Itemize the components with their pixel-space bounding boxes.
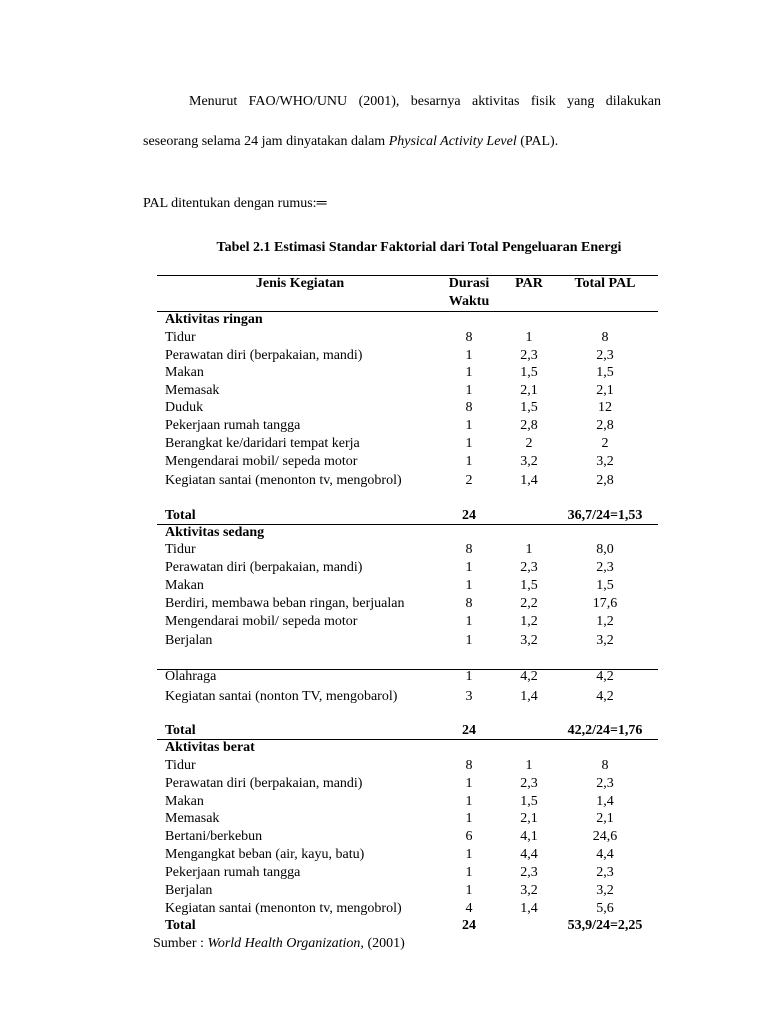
par-cell: 1,5: [520, 400, 538, 415]
total-pal-cell: 1,5: [596, 578, 614, 593]
activity-cell: Kegiatan santai (menonton tv, mengobrol): [165, 473, 402, 488]
intro-paragraph: [143, 93, 661, 111]
par-cell: 1,5: [520, 794, 538, 809]
duration-cell: 1: [465, 348, 473, 363]
total-pal-cell: 2,8: [596, 418, 614, 433]
par-cell: 2,2: [520, 596, 538, 611]
activity-cell: Memasak: [165, 811, 220, 826]
section-title: Aktivitas sedang: [165, 525, 265, 540]
duration-cell: 1: [465, 847, 473, 862]
activity-cell: Berjalan: [165, 633, 213, 648]
activity-cell: Berangkat ke/daridari tempat kerja: [165, 436, 360, 451]
activity-cell: Memasak: [165, 383, 220, 398]
duration-cell: 1: [465, 560, 473, 575]
total-pal-cell: 2,8: [596, 473, 614, 488]
activity-cell: Berdiri, membawa beban ringan, berjualan: [165, 596, 405, 611]
par-cell: 1,4: [520, 901, 538, 916]
section-title: Aktivitas ringan: [165, 312, 263, 327]
header-waktu: Waktu: [448, 294, 490, 309]
total-pal-cell: 3,2: [596, 454, 614, 469]
par-cell: 4,1: [520, 829, 538, 844]
activity-cell: Olahraga: [165, 669, 217, 684]
pal-term: Physical Activity Level: [388, 134, 517, 149]
total-activity-cell: Total: [165, 723, 196, 738]
activity-cell: Berjalan: [165, 883, 213, 898]
activity-cell: Kegiatan santai (nonton TV, mengobarol): [165, 689, 398, 704]
source-prefix: Sumber :: [153, 936, 208, 951]
activity-cell: Mengendarai mobil/ sepeda motor: [165, 614, 358, 629]
par-cell: 3,2: [520, 883, 538, 898]
total-total-pal-cell: 53,9/24=2,25: [567, 918, 643, 933]
total-pal-cell: 2,1: [596, 811, 614, 826]
activity-cell: Bertani/berkebun: [165, 829, 263, 844]
activity-cell: Kegiatan santai (menonton tv, mengobrol): [165, 901, 402, 916]
par-cell: 2,1: [520, 383, 538, 398]
total-pal-cell: 4,4: [596, 847, 614, 862]
duration-cell: 1: [465, 794, 473, 809]
duration-cell: 1: [465, 436, 473, 451]
duration-cell: 8: [465, 542, 473, 557]
duration-cell: 1: [465, 776, 473, 791]
total-pal-cell: 5,6: [596, 901, 614, 916]
intro-line-2: [143, 133, 558, 151]
par-cell: 2: [525, 436, 533, 451]
total-total-pal-cell: 42,2/24=1,76: [567, 723, 643, 738]
intro-line-2-end: (PAL).: [516, 134, 559, 149]
activity-cell: Tidur: [165, 542, 196, 557]
activity-cell: Duduk: [165, 400, 204, 415]
table-caption: Tabel 2.1 Estimasi Standar Faktorial dari Total Pengeluaran Energi: [216, 240, 622, 255]
total-pal-cell: 3,2: [596, 633, 614, 648]
duration-cell: 1: [465, 811, 473, 826]
par-cell: 1,5: [520, 578, 538, 593]
total-pal-cell: 2,3: [596, 776, 614, 791]
total-pal-cell: 8,0: [596, 542, 614, 557]
header-jenis-kegiatan: Jenis Kegiatan: [255, 276, 345, 291]
par-cell: 2,3: [520, 348, 538, 363]
par-cell: 2,3: [520, 865, 538, 880]
activity-cell: Mengangkat beban (air, kayu, batu): [165, 847, 365, 862]
duration-cell: 6: [465, 829, 473, 844]
par-cell: 1,4: [520, 473, 538, 488]
duration-cell: 8: [465, 758, 473, 773]
par-cell: 2,1: [520, 811, 538, 826]
total-pal-cell: 12: [598, 400, 612, 415]
activity-cell: Makan: [165, 578, 204, 593]
source-note: [153, 935, 405, 953]
total-pal-cell: 4,2: [596, 669, 614, 684]
par-cell: 1: [525, 758, 533, 773]
duration-cell: 8: [465, 596, 473, 611]
formula-text: PAL ditentukan dengan rumus:: [143, 196, 317, 211]
par-cell: 4,2: [520, 669, 538, 684]
par-cell: 3,2: [520, 454, 538, 469]
total-pal-cell: 2,3: [596, 348, 614, 363]
formula-symbol: ═: [316, 196, 327, 211]
par-cell: 2,3: [520, 776, 538, 791]
duration-cell: 1: [465, 883, 473, 898]
duration-cell: 1: [465, 669, 473, 684]
section-divider-rule: [157, 669, 658, 670]
formula-line: [143, 195, 326, 213]
par-cell: 1,2: [520, 614, 538, 629]
total-pal-cell: 1,5: [596, 365, 614, 380]
total-pal-cell: 17,6: [592, 596, 618, 611]
total-duration-cell: 24: [462, 918, 476, 933]
duration-cell: 1: [465, 578, 473, 593]
total-pal-cell: 2: [601, 436, 609, 451]
total-pal-cell: 4,2: [596, 689, 614, 704]
activity-cell: Perawatan diri (berpakaian, mandi): [165, 348, 363, 363]
duration-cell: 2: [465, 473, 473, 488]
activity-cell: Pekerjaan rumah tangga: [165, 865, 301, 880]
total-pal-cell: 8: [601, 330, 609, 345]
duration-cell: 1: [465, 418, 473, 433]
duration-cell: 3: [465, 689, 473, 704]
par-cell: 2,3: [520, 560, 538, 575]
total-duration-cell: 24: [462, 508, 476, 523]
par-cell: 4,4: [520, 847, 538, 862]
total-pal-cell: 1,2: [596, 614, 614, 629]
activity-cell: Perawatan diri (berpakaian, mandi): [165, 776, 363, 791]
total-pal-cell: 3,2: [596, 883, 614, 898]
activity-cell: Mengendarai mobil/ sepeda motor: [165, 454, 358, 469]
par-cell: 3,2: [520, 633, 538, 648]
duration-cell: 1: [465, 633, 473, 648]
par-cell: 1: [525, 542, 533, 557]
total-total-pal-cell: 36,7/24=1,53: [567, 508, 643, 523]
activity-cell: Pekerjaan rumah tangga: [165, 418, 301, 433]
par-cell: 2,8: [520, 418, 538, 433]
header-par: PAR: [515, 276, 543, 291]
source-organization: World Health Organization,: [207, 936, 364, 951]
activity-cell: Perawatan diri (berpakaian, mandi): [165, 560, 363, 575]
total-duration-cell: 24: [462, 723, 476, 738]
duration-cell: 8: [465, 400, 473, 415]
total-pal-cell: 24,6: [592, 829, 618, 844]
activity-cell: Makan: [165, 365, 204, 380]
total-pal-cell: 2,3: [596, 865, 614, 880]
duration-cell: 8: [465, 330, 473, 345]
total-pal-cell: 2,1: [596, 383, 614, 398]
par-cell: 1,5: [520, 365, 538, 380]
duration-cell: 1: [465, 614, 473, 629]
activity-cell: Tidur: [165, 758, 196, 773]
total-activity-cell: Total: [165, 508, 196, 523]
duration-cell: 1: [465, 865, 473, 880]
par-cell: 1,4: [520, 689, 538, 704]
total-pal-cell: 2,3: [596, 560, 614, 575]
activity-cell: Makan: [165, 794, 204, 809]
intro-line-1: Menurut FAO/WHO/UNU (2001), besarnya aktivitas fisik yang dilakukan: [189, 94, 661, 109]
duration-cell: 4: [465, 901, 473, 916]
total-pal-cell: 8: [601, 758, 609, 773]
duration-cell: 1: [465, 383, 473, 398]
duration-cell: 1: [465, 365, 473, 380]
activity-cell: Tidur: [165, 330, 196, 345]
header-durasi: Durasi: [448, 276, 490, 291]
section-title: Aktivitas berat: [165, 740, 255, 755]
total-activity-cell: Total: [165, 918, 196, 933]
header-total-pal: Total PAL: [574, 276, 636, 291]
total-pal-cell: 1,4: [596, 794, 614, 809]
intro-line-2-text: seseorang selama 24 jam dinyatakan dalam: [143, 134, 389, 149]
duration-cell: 1: [465, 454, 473, 469]
par-cell: 1: [525, 330, 533, 345]
source-year: (2001): [363, 936, 405, 951]
